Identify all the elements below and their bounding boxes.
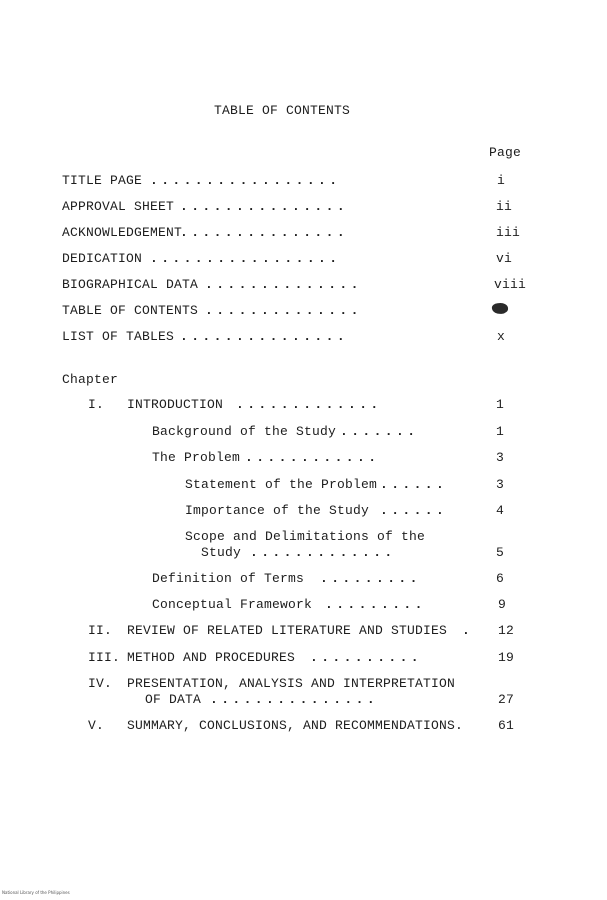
toc-entry-label: INTRODUCTION	[127, 397, 224, 412]
leader-dots: ......	[380, 477, 448, 492]
leader-dots: ............	[245, 450, 380, 465]
toc-entry	[0, 529, 607, 563]
toc-entry	[0, 199, 607, 217]
toc-entry	[0, 503, 607, 521]
toc-entry	[0, 225, 607, 243]
toc-entry-label: Statement of the Problem	[185, 477, 378, 492]
chapter-number: III.	[88, 650, 121, 665]
toc-entry-page: 4	[496, 503, 505, 518]
leader-dots: ...............	[180, 199, 349, 214]
toc-entry-label: The Problem	[152, 450, 241, 465]
toc-entry-label: BIOGRAPHICAL DATA	[62, 277, 199, 292]
toc-entry-page: 3	[496, 477, 505, 492]
toc-entry	[0, 597, 607, 615]
toc-entry-page: 27	[498, 692, 515, 707]
leader-dots: .........	[320, 571, 421, 586]
toc-entry-page: 12	[498, 623, 515, 638]
toc-entry-label: REVIEW OF RELATED LITERATURE AND STUDIES	[127, 623, 448, 638]
toc-entry-page: 1	[496, 424, 505, 439]
toc-entry-label: ACKNOWLEDGEMENT	[62, 225, 183, 240]
chapter-column-header: Chapter	[62, 372, 119, 387]
toc-entry-label: APPROVAL SHEET	[62, 199, 175, 214]
toc-entry-page: viii	[494, 277, 527, 292]
toc-entry-page: 61	[498, 718, 515, 733]
toc-entry-page: 3	[496, 450, 505, 465]
toc-entry	[0, 329, 607, 347]
toc-entry-label: LIST OF TABLES	[62, 329, 175, 344]
toc-entry	[0, 424, 607, 442]
leader-dots: ..............	[205, 303, 362, 318]
toc-entry-label-continued: Study	[201, 545, 242, 560]
toc-entry-label: PRESENTATION, ANALYSIS AND INTERPRETATION	[127, 676, 456, 691]
leader-dots: .............	[250, 545, 396, 560]
toc-entry	[0, 173, 607, 191]
toc-entry-label: DEDICATION	[62, 251, 143, 266]
toc-entry-page: 1	[496, 397, 505, 412]
leader-dots: .......	[340, 424, 419, 439]
toc-entry-label: Conceptual Framework	[152, 597, 313, 612]
leader-dots: .................	[150, 251, 341, 266]
chapter-number: V.	[88, 718, 105, 733]
toc-entry	[0, 477, 607, 495]
toc-entry	[0, 450, 607, 468]
toc-entry-page: ii	[496, 199, 513, 214]
leader-dots: ...............	[210, 692, 379, 707]
leader-dots: ......	[380, 503, 448, 518]
toc-entry-label: Background of the Study	[152, 424, 337, 439]
toc-entry-page: 6	[496, 571, 505, 586]
archive-footer: National Library of the Philippines	[2, 890, 70, 895]
toc-entry-label: TITLE PAGE	[62, 173, 143, 188]
toc-entry	[0, 277, 607, 295]
leader-dots: .................	[150, 173, 341, 188]
chapter-number: I.	[88, 397, 105, 412]
leader-dots: .............	[236, 397, 382, 412]
page-column-header: Page	[489, 145, 522, 160]
leader-dots: .	[462, 623, 474, 638]
chapter-number: II.	[88, 623, 113, 638]
chapter-number: IV.	[88, 676, 113, 691]
toc-entry-label: TABLE OF CONTENTS	[62, 303, 199, 318]
leader-dots: ...............	[180, 225, 349, 240]
toc-entry-page: 9	[498, 597, 507, 612]
toc-entry-label: SUMMARY, CONCLUSIONS, AND RECOMMENDATIONS.	[127, 718, 464, 733]
toc-title: TABLE OF CONTENTS	[214, 103, 351, 118]
leader-dots: .........	[325, 597, 426, 612]
toc-entry	[0, 251, 607, 269]
toc-entry-label: METHOD AND PROCEDURES	[127, 650, 296, 665]
toc-entry	[0, 650, 607, 668]
leader-dots: ...............	[180, 329, 349, 344]
toc-entry	[0, 397, 607, 415]
toc-entry-label: Scope and Delimitations of the	[185, 529, 426, 544]
toc-entry	[0, 571, 607, 589]
toc-entry-label-continued: OF DATA	[145, 692, 202, 707]
toc-entry-label: Importance of the Study	[185, 503, 370, 518]
toc-entry-page: iii	[496, 225, 521, 240]
toc-entry-label: Definition of Terms	[152, 571, 305, 586]
toc-entry-page: 5	[496, 545, 505, 560]
toc-entry-page: x	[497, 329, 506, 344]
leader-dots: ..........	[310, 650, 423, 665]
toc-entry	[0, 676, 607, 710]
toc-entry-page: vi	[496, 251, 513, 266]
toc-entry-page: 19	[498, 650, 515, 665]
toc-entry-page: i	[497, 173, 506, 188]
leader-dots: ..............	[205, 277, 362, 292]
toc-entry	[0, 623, 607, 641]
toc-entry	[0, 303, 607, 321]
toc-entry	[0, 718, 607, 736]
